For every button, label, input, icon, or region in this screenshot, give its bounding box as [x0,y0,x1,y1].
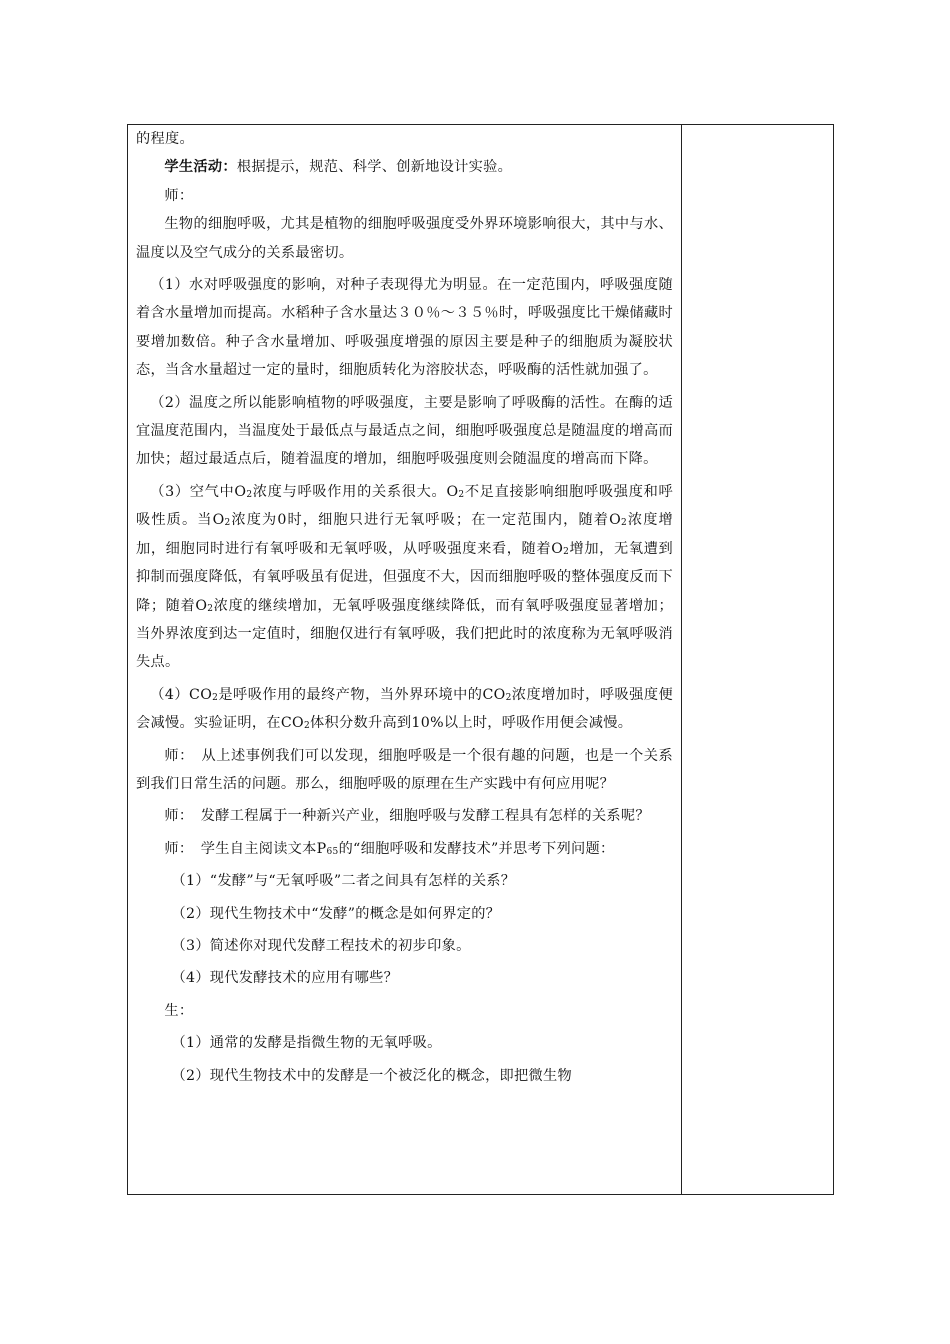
activity-label: 学生活动： [164,159,237,176]
answer-2: （2）现代生物技术中的发酵是一个被泛化的概念，即把微生物 [171,1067,572,1084]
o2-text-b: 浓度与呼吸作用的关系很大。O [252,483,459,500]
question-3: （3）简述你对现代发酵工程技术的初步印象。 [171,937,471,954]
question-2: （2）现代生物技术中“发酵”的概念是如何界定的？ [171,905,501,922]
student-label: 生： [164,1002,194,1019]
intro-paragraph: 生物的细胞呼吸，尤其是植物的细胞呼吸强度受外界环境影响很大，其中与水、温度以及空气成分的关系最密切。 [136,216,673,261]
o2-text-c: 不足直接影响细胞呼吸强度和呼吸性质。当O [136,483,673,529]
o2-text-f: 增加，无氧遭到抑制而强度降低，有氧呼吸虽有促进，但强度不大，因而细胞呼吸的整体强度反而下降；随着O [136,540,673,614]
o2-subscript: 2 [246,489,253,500]
o2-text-e: 浓度增加，细胞同时进行有氧呼吸和无氧呼吸，从呼吸强度来看，随着O [136,512,673,557]
student-activity-line [136,153,673,181]
o2-text-g: 浓度的继续增加，无氧呼吸强度继续降低，而有氧呼吸强度显著增加；当外界浓度到达一定值时，细胞仅进行有氧呼吸，我们把此时的浓度称为无氧呼吸消失点。 [136,597,673,671]
o2-subscript: 2 [224,518,231,529]
lesson-content-cell [128,125,681,1194]
activity-text: 根据提示，规范、科学、创新地设计实验。 [236,159,513,176]
page-subscript: 65 [326,846,339,857]
question-1: （1）“发酵”与“无氧呼吸”二者之间具有怎样的关系？ [171,873,516,890]
co2-subscript: 2 [505,692,512,703]
oxygen-paragraph [136,478,673,677]
o2-subscript: 2 [458,489,465,500]
co2-subscript: 2 [303,721,310,732]
continued-line: 的程度。 [136,131,194,147]
co2-paragraph [136,681,673,738]
o2-text-a: （3）空气中O [150,483,247,500]
o2-subscript: 2 [563,546,570,557]
water-paragraph: （1）水对呼吸强度的影响，对种子表现得尤为明显。在一定范围内，呼吸强度随着含水量增加而提高。水稻种子含水量达３０％～３５％时，呼吸强度比干燥储藏时要增加数倍。种子含水量增加、呼吸强度增强的原因主要是种子的细胞质为凝胶状态，当含水量超过一定的量时，细胞质转化为溶胶状态，呼吸酶的活性就加强了。 [136,277,673,379]
co2-text-c: 浓度增加时，呼吸强度便会减慢。实验证明，在CO [136,686,673,732]
question-4: （4）现代发酵技术的应用有哪些？ [171,970,399,987]
o2-subscript: 2 [207,603,214,614]
notes-cell [682,125,833,1194]
o2-subscript: 2 [621,518,628,529]
o2-text-d: 浓度为0时，细胞只进行无氧呼吸；在一定范围内，随着O [230,512,622,529]
teacher-remark-1: 师： 从上述事例我们可以发现，细胞呼吸是一个很有趣的问题，也是一个关系到我们日常生活的问题。那么，细胞呼吸的原理在生产实践中有何应用呢？ [136,747,673,792]
teacher-remark-3-a: 师： 学生自主阅读文本P [164,840,327,857]
lesson-table [127,124,834,1195]
temperature-paragraph: （2）温度之所以能影响植物的呼吸强度，主要是影响了呼吸酶的活性。在酶的适宜温度范围内，当温度处于最低点与最适点之间，细胞呼吸强度总是随温度的增高而加快；超过最适点后，随着温度的增加，细胞呼吸强度则会随温度的增高而下降。 [136,394,673,468]
co2-text-d: 体积分数升高到10%以上时，呼吸作用便会减慢。 [310,715,633,732]
co2-text-b: 是呼吸作用的最终产物，当外界环境中的CO [218,686,506,703]
lesson-text [136,125,673,1090]
co2-subscript: 2 [212,692,219,703]
teacher-remark-3-b: 的“细胞呼吸和发酵技术”并思考下列问题： [338,840,615,857]
co2-text-a: （4）CO [150,686,213,703]
teacher-remark-2: 师： 发酵工程属于一种新兴产业，细胞呼吸与发酵工程具有怎样的关系呢？ [164,808,650,825]
teacher-remark-3 [136,835,673,863]
teacher-label: 师： [164,187,194,204]
answer-1: （1）通常的发酵是指微生物的无氧呼吸。 [171,1035,442,1052]
